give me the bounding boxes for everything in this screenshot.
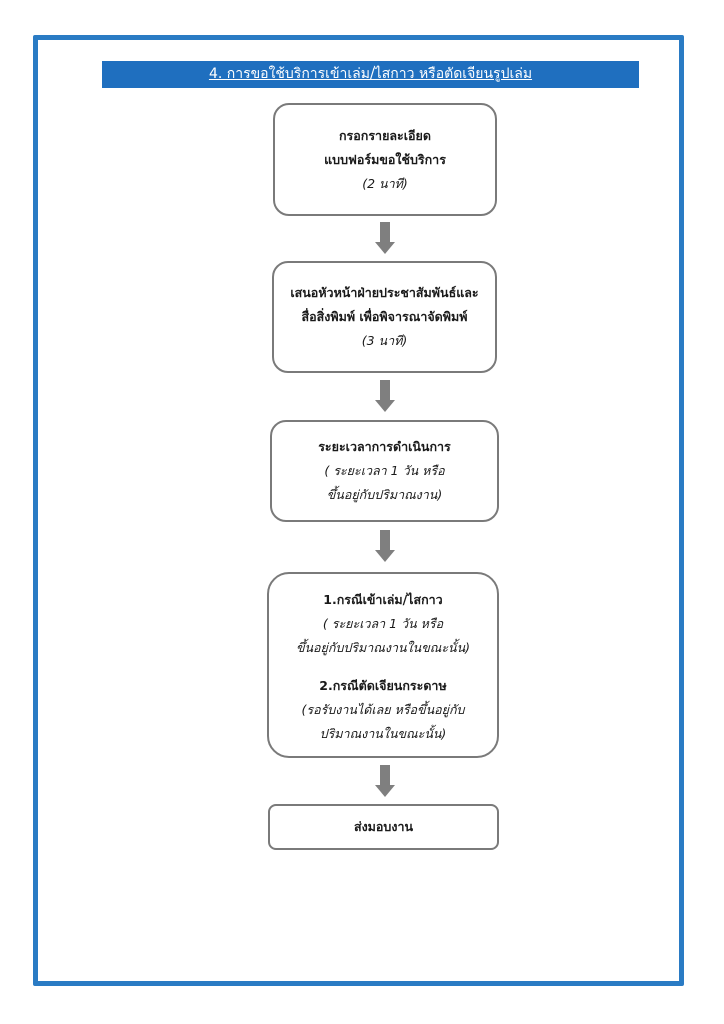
down-arrow-icon — [375, 530, 395, 564]
case-trimming-duration: ปริมาณงานในขณะนั้น) — [319, 726, 447, 741]
case-trimming-title: 2.กรณีตัดเจียนกระดาษ — [319, 678, 447, 693]
step-processing-time — [270, 420, 499, 522]
step-duration: ( ระยะเวลา 1 วัน หรือ — [324, 463, 445, 478]
step-duration: (3 นาที) — [361, 333, 408, 348]
step-duration: ขึ้นอยู่กับปริมาณงาน) — [326, 487, 443, 502]
case-binding-duration: ( ระยะเวลา 1 วัน หรือ — [322, 616, 444, 631]
step-label: แบบฟอร์มขอใช้บริการ — [324, 151, 446, 167]
step-label: ส่งมอบงาน — [353, 819, 414, 834]
step-label: กรอกรายละเอียด — [338, 127, 431, 143]
step-duration: (2 นาที) — [362, 175, 408, 191]
case-trimming-duration: (รอรับงานได้เลย หรือขึ้นอยู่กับ — [301, 702, 465, 717]
step-cases — [267, 572, 499, 758]
down-arrow-icon — [375, 765, 395, 799]
step-label: สื่อสิ่งพิมพ์ เพื่อพิจารณาจัดพิมพ์ — [301, 309, 468, 324]
case-binding-title: 1.กรณีเข้าเล่ม/ไสกาว — [323, 592, 443, 607]
step-label: ระยะเวลาการดำเนินการ — [318, 439, 451, 454]
case-binding-duration: ขึ้นอยู่กับปริมาณงานในขณะนั้น) — [295, 640, 471, 655]
step-label: เสนอหัวหน้าฝ่ายประชาสัมพันธ์และ — [290, 285, 479, 300]
step-submit-head — [272, 261, 497, 373]
step-deliver — [268, 804, 499, 850]
down-arrow-icon — [375, 380, 395, 414]
down-arrow-icon — [375, 222, 395, 256]
step-fill-form — [273, 103, 497, 216]
page-title: 4. การขอใช้บริการเข้าเล่ม/ไสกาว หรือตัดเจียนรูปเล่ม — [102, 61, 639, 88]
